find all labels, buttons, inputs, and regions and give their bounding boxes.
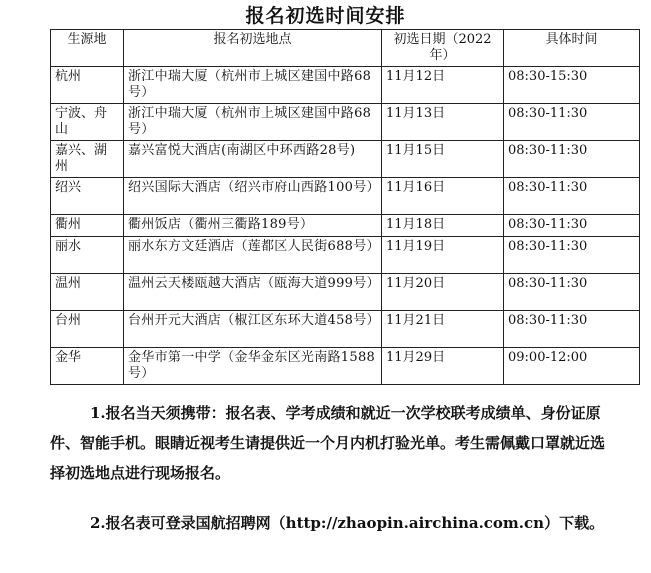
venue-cell: 丽水东方文廷酒店（莲都区人民街688号） <box>124 237 382 274</box>
page-title: 报名初选时间安排 <box>245 5 406 27</box>
time-cell: 08:30-15:30 <box>504 67 640 104</box>
date-cell: 11月29日 <box>382 348 504 385</box>
venue-cell: 浙江中瑞大厦（杭州市上城区建国中路68号） <box>124 104 382 141</box>
table-row <box>51 274 640 311</box>
recruitment-site-link[interactable]: http://zhaopin.airchina.com.cn <box>285 514 545 532</box>
region-cell: 台州 <box>51 311 124 348</box>
table-row <box>51 348 640 385</box>
table-row <box>51 104 640 141</box>
time-cell: 08:30-11:30 <box>504 311 640 348</box>
venue-cell: 绍兴国际大酒店（绍兴市府山西路100号） <box>124 178 382 215</box>
time-cell: 08:30-11:30 <box>504 215 640 237</box>
region-cell: 衢州 <box>51 215 124 237</box>
date-cell: 11月18日 <box>382 215 504 237</box>
table-row <box>51 237 640 274</box>
region-cell: 杭州 <box>51 67 124 104</box>
time-cell: 08:30-11:30 <box>504 141 640 178</box>
table-row <box>51 178 640 215</box>
note-application-form <box>50 508 610 538</box>
region-cell: 嘉兴、湖州 <box>51 141 124 178</box>
note2-prefix: 2.报名表可登录国航招聘网（ <box>90 514 286 532</box>
header-venue: 报名初选地点 <box>124 30 382 67</box>
venue-cell: 浙江中瑞大厦（杭州市上城区建国中路68号） <box>124 67 382 104</box>
table-row <box>51 311 640 348</box>
table-row <box>51 141 640 178</box>
date-cell: 11月12日 <box>382 67 504 104</box>
header-time: 具体时间 <box>504 30 640 67</box>
venue-cell: 嘉兴富悦大酒店(南湖区中环西路28号) <box>124 141 382 178</box>
table-row <box>51 215 640 237</box>
date-cell: 11月21日 <box>382 311 504 348</box>
schedule-table <box>50 29 640 385</box>
date-cell: 11月20日 <box>382 274 504 311</box>
venue-cell: 台州开元大酒店（椒江区东环大道458号） <box>124 311 382 348</box>
date-cell: 11月15日 <box>382 141 504 178</box>
note-required-documents <box>50 398 610 488</box>
venue-cell: 衢州饭店（衢州三衢路189号） <box>124 215 382 237</box>
note1-text: 1.报名当天须携带：报名表、学考成绩和就近一次学校联考成绩单、身份证原件、智能手机。眼睛近视考生请提供近一个月内机打验光单。考生需佩戴口罩就近选择初选地点进行现场报名。 <box>50 404 606 482</box>
time-cell: 09:00-12:00 <box>504 348 640 385</box>
table-row <box>51 67 640 104</box>
venue-cell: 温州云天楼瓯越大酒店（瓯海大道999号） <box>124 274 382 311</box>
date-cell: 11月19日 <box>382 237 504 274</box>
date-cell: 11月13日 <box>382 104 504 141</box>
header-date: 初选日期（2022年） <box>382 30 504 67</box>
time-cell: 08:30-11:30 <box>504 274 640 311</box>
date-cell: 11月16日 <box>382 178 504 215</box>
time-cell: 08:30-11:30 <box>504 178 640 215</box>
table-header-row <box>51 30 640 67</box>
region-cell: 绍兴 <box>51 178 124 215</box>
time-cell: 08:30-11:30 <box>504 237 640 274</box>
header-region: 生源地 <box>51 30 124 67</box>
time-cell: 08:30-11:30 <box>504 104 640 141</box>
note2-suffix: ）下载。 <box>544 514 605 532</box>
region-cell: 温州 <box>51 274 124 311</box>
region-cell: 宁波、舟山 <box>51 104 124 141</box>
region-cell: 金华 <box>51 348 124 385</box>
venue-cell: 金华市第一中学（金华金东区光南路1588号） <box>124 348 382 385</box>
region-cell: 丽水 <box>51 237 124 274</box>
